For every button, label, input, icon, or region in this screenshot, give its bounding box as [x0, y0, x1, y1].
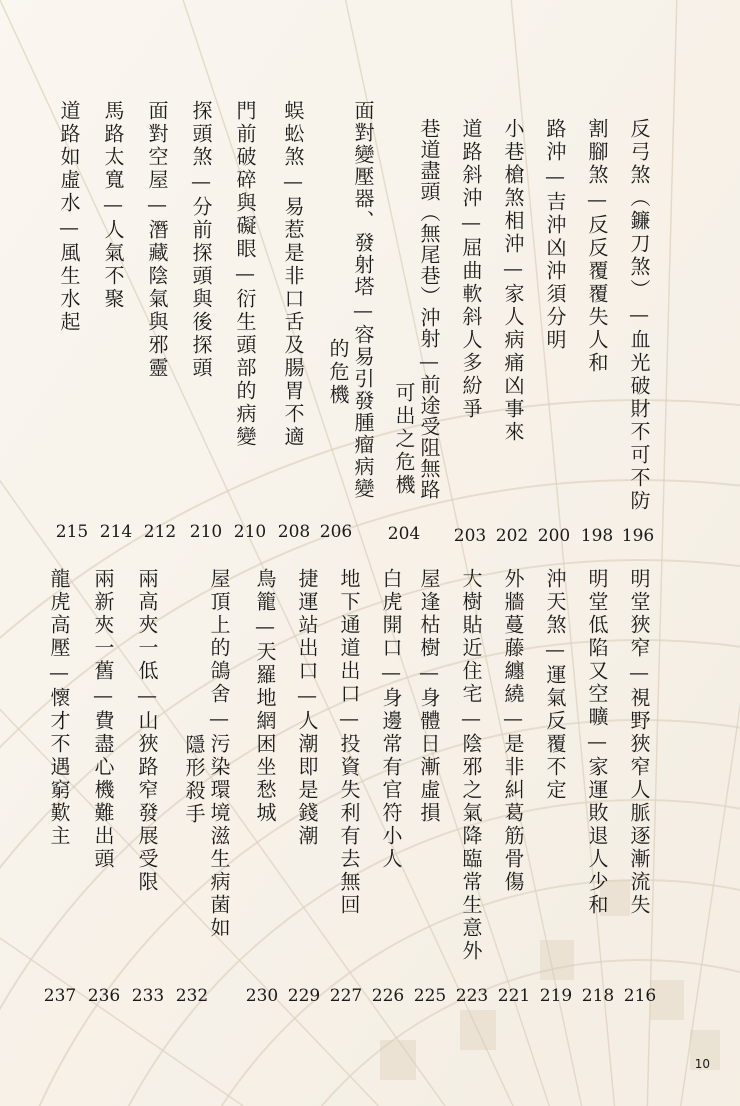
toc-entry[interactable] — [502, 118, 524, 444]
entry-description: 吉沖凶沖須分明 — [543, 191, 567, 352]
entry-title: 地下通道出口 — [337, 568, 361, 706]
toc-entry[interactable] — [586, 118, 608, 375]
entry-title: 小巷槍煞相沖 — [501, 118, 525, 256]
entry-description: 家運敗退人少和 — [585, 756, 609, 917]
entry-title: 捷運站出口 — [295, 568, 319, 683]
toc-entry[interactable] — [146, 100, 168, 380]
entry-title: 探頭煞 — [189, 100, 213, 169]
page-number: 215 — [55, 522, 89, 542]
toc-entry[interactable] — [460, 118, 482, 421]
entry-dash: — — [47, 660, 71, 687]
entry-title: 兩新夾一舊 — [91, 568, 115, 683]
toc-entry[interactable] — [460, 568, 482, 963]
entry-dash: — — [627, 660, 651, 687]
entry-title: 面對變壓器、發射塔 — [351, 100, 375, 298]
entry-dash: — — [207, 706, 231, 733]
toc-entry[interactable] — [502, 568, 524, 894]
entry-title: 面對空屋 — [145, 100, 169, 192]
entry-dash: — — [91, 683, 115, 710]
entry-description: 視野狹窄人脈逐漸流失 — [627, 687, 651, 917]
toc-entry-continuation: 可出之危機 — [392, 382, 416, 497]
entry-description: 陰邪之氣降臨常生意外 — [459, 733, 483, 963]
entry-dash: — — [101, 192, 125, 219]
entry-title: 大樹貼近住宅 — [459, 568, 483, 706]
page-number: 229 — [287, 986, 321, 1006]
entry-title: 道路如虛水 — [57, 100, 81, 215]
entry-dash: — — [417, 349, 441, 374]
entry-description: 懷才不遇窮歎主 — [47, 687, 71, 848]
entry-dash: — — [295, 683, 319, 710]
entry-title: 明堂狹窄 — [627, 568, 651, 660]
page-number: 212 — [143, 522, 177, 542]
entry-title: 龍虎高壓 — [47, 568, 71, 660]
entry-description: 血光破財不可不防 — [627, 329, 651, 513]
toc-entry[interactable] — [190, 100, 212, 380]
entry-description: 投資失利有去無回 — [337, 733, 361, 917]
toc-entry-continuation: 隱形殺手 — [182, 734, 206, 826]
page-number: 214 — [99, 522, 133, 542]
entry-dash: — — [459, 210, 483, 237]
entry-dash: — — [585, 187, 609, 214]
toc-entry[interactable] — [254, 568, 276, 825]
toc-entry[interactable] — [296, 568, 318, 848]
entry-title: 蜈蚣煞 — [281, 100, 305, 169]
entry-title: 道路斜沖 — [459, 118, 483, 210]
page-number: 227 — [329, 986, 363, 1006]
page-number: 216 — [623, 986, 657, 1006]
entry-description: 人潮即是錢潮 — [295, 710, 319, 848]
page-number: 233 — [131, 986, 165, 1006]
entry-title: 屋逢枯樹 — [417, 568, 441, 660]
entry-dash: — — [417, 660, 441, 687]
toc-entry[interactable] — [48, 568, 70, 848]
toc-entry[interactable] — [628, 568, 650, 917]
entry-dash: — — [627, 302, 651, 329]
entry-description: 身體日漸虛損 — [417, 687, 441, 825]
toc-entry[interactable] — [586, 568, 608, 917]
page-number: 225 — [413, 986, 447, 1006]
entry-description: 衍生頭部的病變 — [233, 288, 257, 449]
entry-dash: — — [379, 660, 403, 687]
entry-description: 身邊常有官符小人 — [379, 687, 403, 871]
page-number: 219 — [539, 986, 573, 1006]
entry-dash: — — [543, 637, 567, 664]
entry-title: 沖天煞 — [543, 568, 567, 637]
page-number: 232 — [175, 986, 209, 1006]
page-number: 206 — [319, 522, 353, 542]
toc-entry[interactable] — [282, 100, 304, 449]
page-number: 218 — [581, 986, 615, 1006]
entry-description: 費盡心機難出頭 — [91, 710, 115, 871]
entry-description: 風生水起 — [57, 242, 81, 334]
toc-entry[interactable] — [208, 568, 230, 940]
entry-dash: — — [501, 706, 525, 733]
toc-entry-continuation: 的危機 — [326, 338, 350, 407]
toc-entry[interactable] — [102, 100, 124, 311]
entry-description: 運氣反覆不定 — [543, 664, 567, 802]
entry-description: 分前探頭與後探頭 — [189, 196, 213, 380]
toc-entry[interactable] — [544, 118, 566, 352]
entry-title: 兩高夾一低 — [135, 568, 159, 683]
toc-entry[interactable] — [352, 100, 374, 500]
entry-description: 天羅地網困坐愁城 — [253, 641, 277, 825]
page-number: 237 — [43, 986, 77, 1006]
entry-title: 反弓煞（鐮刀煞） — [627, 118, 651, 302]
page-number: 221 — [497, 986, 531, 1006]
entry-dash: — — [135, 683, 159, 710]
page-number: 223 — [455, 986, 489, 1006]
entry-dash: — — [145, 192, 169, 219]
folio-page-number: 10 — [694, 1057, 710, 1071]
entry-dash: — — [189, 169, 213, 196]
page-number: 202 — [495, 526, 529, 546]
page-number: 204 — [387, 524, 421, 544]
entry-dash: — — [233, 261, 257, 288]
entry-title: 馬路太寬 — [101, 100, 125, 192]
toc-entry[interactable] — [58, 100, 80, 334]
entry-description: 污染環境滋生病菌如 — [207, 733, 231, 940]
entry-dash: — — [459, 706, 483, 733]
entry-dash: — — [543, 164, 567, 191]
toc-entry[interactable] — [92, 568, 114, 871]
toc-entry[interactable] — [418, 118, 440, 500]
page-number: 196 — [621, 526, 655, 546]
page-number: 208 — [277, 522, 311, 542]
entry-title: 明堂低陷又空曠 — [585, 568, 609, 729]
entry-title: 巷道盡頭（無尾巷）沖射 — [417, 118, 441, 349]
entry-title: 外牆蔓藤纏繞 — [501, 568, 525, 706]
page-number: 200 — [537, 526, 571, 546]
entry-description: 容易引發腫瘤病變 — [351, 324, 375, 500]
entry-title: 路沖 — [543, 118, 567, 164]
entry-description: 山狹路窄發展受限 — [135, 710, 159, 894]
toc-entry[interactable] — [234, 100, 256, 449]
entry-title: 白虎開口 — [379, 568, 403, 660]
toc-entry[interactable] — [544, 568, 566, 802]
entry-description: 人氣不聚 — [101, 219, 125, 311]
entry-description: 前途受阻無路 — [417, 374, 441, 500]
page-number: 226 — [371, 986, 405, 1006]
entry-title: 屋頂上的鴿舍 — [207, 568, 231, 706]
page-number: 210 — [189, 522, 223, 542]
toc-entry[interactable] — [418, 568, 440, 825]
entry-title: 門前破碎與礙眼 — [233, 100, 257, 261]
toc-entry[interactable] — [338, 568, 360, 917]
entry-description: 家人病痛凶事來 — [501, 283, 525, 444]
entry-dash: — — [57, 215, 81, 242]
entry-dash: — — [351, 298, 375, 324]
entry-description: 潛藏陰氣與邪靈 — [145, 219, 169, 380]
page-number: 236 — [87, 986, 121, 1006]
page-number: 203 — [453, 526, 487, 546]
entry-title: 割腳煞 — [585, 118, 609, 187]
entry-dash: — — [281, 169, 305, 196]
entry-description: 屈曲軟斜人多紛爭 — [459, 237, 483, 421]
entry-dash: — — [585, 729, 609, 756]
entry-dash: — — [501, 256, 525, 283]
entry-description: 易惹是非口舌及腸胃不適 — [281, 196, 305, 449]
page-number: 198 — [580, 526, 614, 546]
page-number: 210 — [233, 522, 267, 542]
entry-description: 是非糾葛筋骨傷 — [501, 733, 525, 894]
toc-entry[interactable] — [628, 118, 650, 513]
entry-title: 鳥籠 — [253, 568, 277, 614]
entry-dash: — — [337, 706, 361, 733]
entry-dash: — — [253, 614, 277, 641]
toc-entry[interactable] — [136, 568, 158, 894]
toc-entry[interactable] — [380, 568, 402, 871]
entry-description: 反反覆覆失人和 — [585, 214, 609, 375]
page-number: 230 — [245, 986, 279, 1006]
